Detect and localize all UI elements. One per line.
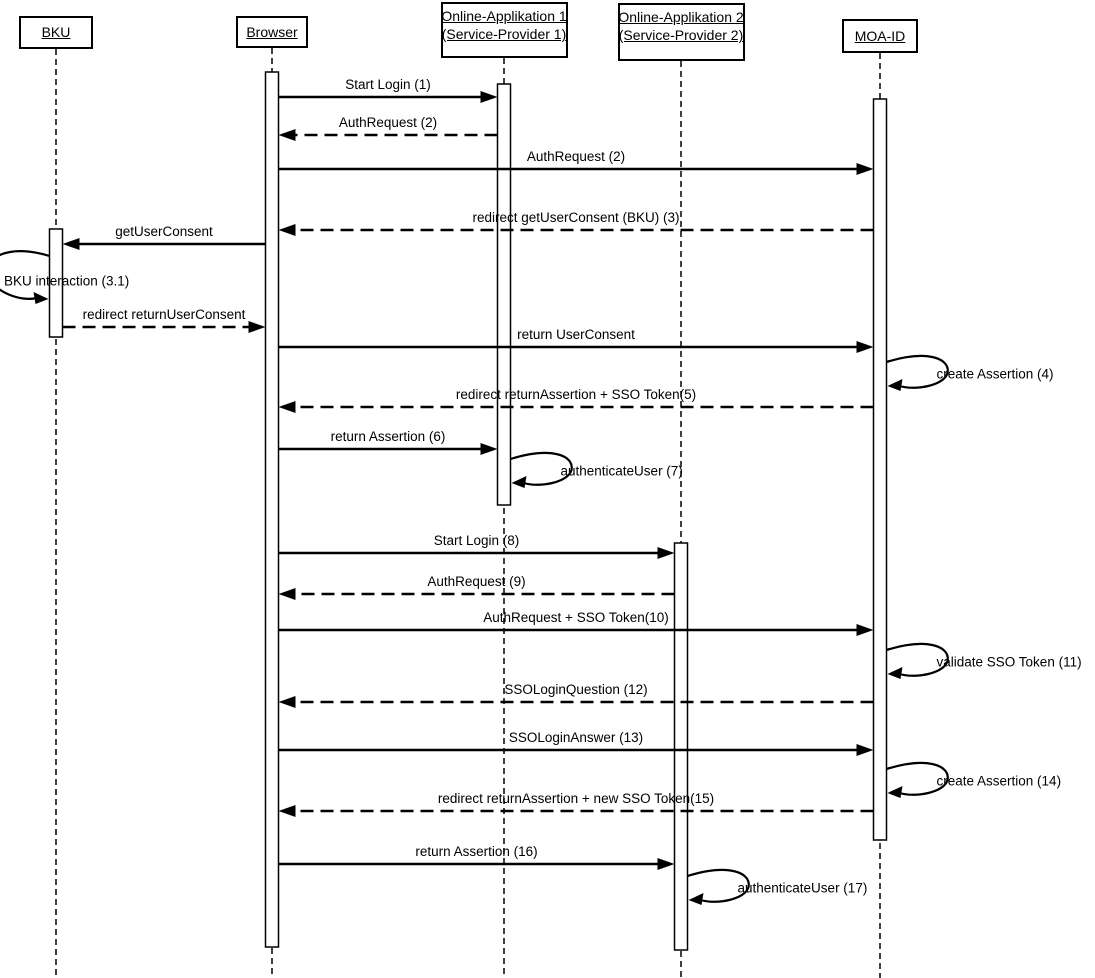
message-label: redirect returnAssertion + new SSO Token(15) [437, 791, 715, 806]
message-label: return Assertion (16) [415, 844, 538, 859]
actor-label: Online-Applikation 2 [618, 9, 744, 25]
self-message-label: authenticateUser (7) [560, 463, 683, 479]
message-label: AuthRequest (2) [526, 149, 626, 164]
message-label: getUserConsent [115, 224, 213, 239]
self-message-arrowhead-3 [512, 476, 527, 488]
self-message-label: BKU interaction (3.1) [4, 273, 130, 289]
message-arrowhead-13 [279, 696, 296, 708]
message-label: redirect returnUserConsent [82, 307, 246, 322]
message-arrowhead-14 [857, 744, 874, 756]
activation-bar-oa1 [498, 84, 511, 505]
message-arrowhead-9 [481, 443, 498, 455]
message-label: SSOLoginQuestion (12) [504, 682, 648, 697]
self-message-arrowhead-4 [888, 667, 903, 679]
self-message-arrowhead-6 [689, 893, 704, 905]
message-label: redirect returnAssertion + SSO Token(5) [455, 387, 697, 402]
message-label: return Assertion (6) [330, 429, 446, 444]
message-arrowhead-3 [857, 163, 874, 175]
message-arrowhead-7 [857, 341, 874, 353]
activation-bar-oa2 [675, 543, 688, 950]
actor-label: (Service-Provider 2) [618, 27, 744, 44]
self-message-arrowhead-2 [888, 379, 903, 391]
message-arrowhead-15 [279, 805, 296, 817]
self-message-label: create Assertion (14) [936, 773, 1062, 789]
self-message-arrowhead-5 [888, 786, 903, 798]
actor-label: BKU [41, 24, 71, 41]
message-label: AuthRequest (2) [338, 115, 438, 130]
message-arrowhead-12 [857, 624, 874, 636]
message-label: redirect getUserConsent (BKU) (3) [472, 210, 680, 225]
message-arrowhead-5 [63, 238, 80, 250]
actor-label: (Service-Provider 1) [441, 26, 567, 43]
self-message-label: authenticateUser (17) [737, 880, 868, 896]
message-arrowhead-2 [279, 129, 296, 141]
message-arrowhead-10 [658, 547, 675, 559]
actor-box-moa [842, 19, 918, 53]
message-arrowhead-11 [279, 588, 296, 600]
self-message-arrowhead-1 [34, 292, 49, 304]
actor-box-bku [19, 16, 93, 49]
self-message-label: create Assertion (4) [936, 366, 1054, 382]
actor-label: MOA-ID [854, 27, 906, 44]
self-message-label: validate SSO Token (11) [936, 654, 1082, 670]
message-label: AuthRequest + SSO Token(10) [483, 610, 669, 625]
actor-box-oa1 [441, 2, 568, 58]
activation-bar-browser [266, 72, 279, 947]
message-arrowhead-16 [658, 858, 675, 870]
message-arrowhead-4 [279, 224, 296, 236]
message-label: SSOLoginAnswer (13) [508, 730, 644, 745]
message-arrowhead-6 [249, 321, 266, 333]
actor-box-oa2 [618, 3, 745, 61]
actor-label: Online-Applikation 1 [441, 8, 567, 24]
message-label: return UserConsent [517, 327, 635, 342]
actor-label: Browser [246, 23, 298, 40]
message-arrowhead-1 [481, 91, 498, 103]
activation-bar-moa [874, 99, 887, 840]
message-label: Start Login (1) [345, 77, 431, 92]
message-label: Start Login (8) [433, 533, 520, 548]
message-label: AuthRequest (9) [427, 574, 526, 589]
actor-box-browser [236, 16, 308, 48]
message-arrowhead-8 [279, 401, 296, 413]
